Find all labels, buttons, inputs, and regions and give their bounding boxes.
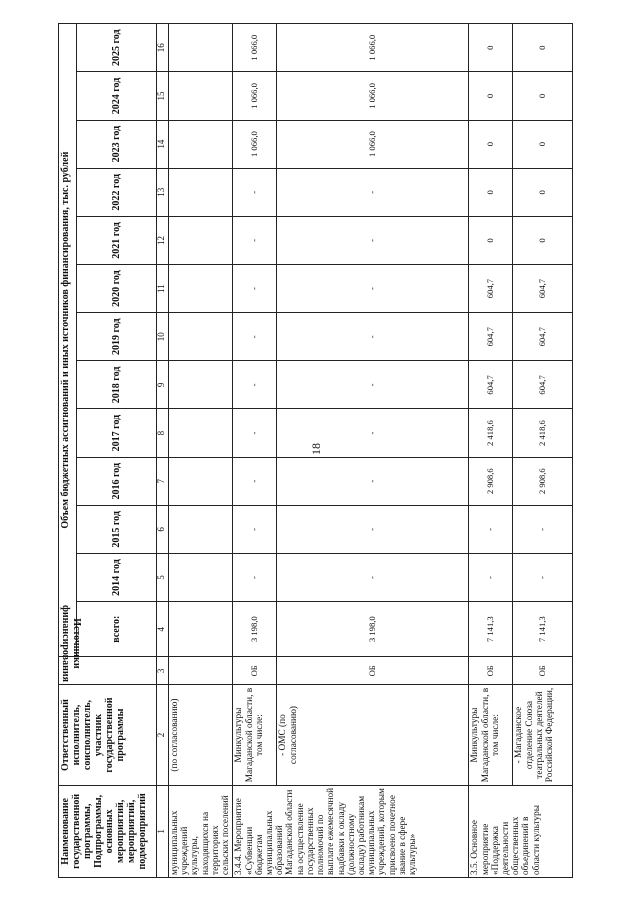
- row-value: 0: [513, 24, 573, 72]
- row-value: 1 066,0: [277, 24, 469, 72]
- page-number: 18: [309, 443, 323, 455]
- row-value: 0: [513, 168, 573, 216]
- row-value: 2 908,6: [513, 457, 573, 505]
- row-name: муниципальных учреждений культуры, находящихся на территориях сельских поселений: [169, 785, 233, 877]
- row-value: -: [233, 168, 277, 216]
- row-value: -: [469, 505, 513, 553]
- row-value: 0: [513, 72, 573, 120]
- row-source: ОБ: [513, 657, 573, 685]
- row-value: -: [277, 361, 469, 409]
- row-value: 0: [513, 216, 573, 264]
- header-total: всего:: [77, 602, 157, 657]
- row-value: 1 066,0: [233, 120, 277, 168]
- column-number: 3: [157, 657, 169, 685]
- column-number: 13: [157, 168, 169, 216]
- row-value: -: [233, 216, 277, 264]
- row-executor: Минкультуры Магаданской области, в том числе:: [233, 685, 277, 785]
- row-value: -: [277, 216, 469, 264]
- column-number: 11: [157, 265, 169, 313]
- row-value: -: [233, 409, 277, 457]
- header-name: Наименование государственной программы, Подпрограммы, основных мероприятий, мероприятий, подмероприятий: [59, 785, 157, 877]
- row-value: -: [469, 553, 513, 601]
- row-executor: - Магаданское отделение Союза театральных деятелей Российской Федерации,: [513, 685, 573, 785]
- row-value: 1 066,0: [233, 24, 277, 72]
- header-year: 2015 год: [77, 505, 157, 553]
- row-value: -: [277, 313, 469, 361]
- row-name: 3.5. Основное мероприятие «Поддержка деятельности общественных объединений в области культуры: [469, 785, 573, 877]
- financing-table: [58, 23, 573, 878]
- row-value: -: [277, 168, 469, 216]
- row-value: 604,7: [469, 313, 513, 361]
- header-year: 2016 год: [77, 457, 157, 505]
- column-number: 5: [157, 553, 169, 601]
- row-value: 0: [469, 120, 513, 168]
- column-number: 16: [157, 24, 169, 72]
- row-value: 604,7: [469, 361, 513, 409]
- header-year: 2020 год: [77, 265, 157, 313]
- row-value: [169, 216, 233, 264]
- row-value: 2 418,6: [469, 409, 513, 457]
- row-value: [169, 361, 233, 409]
- row-value: [169, 120, 233, 168]
- row-value: 0: [469, 72, 513, 120]
- row-value: [169, 265, 233, 313]
- header-amount: Объем бюджетных ассигнований и иных источников финансирования, тыс. рублей: [59, 24, 77, 657]
- row-value: -: [233, 553, 277, 601]
- row-total: 3 198,0: [277, 602, 469, 657]
- row-executor: - ОМС (по согласованию): [277, 685, 469, 785]
- header-year: 2017 год: [77, 409, 157, 457]
- row-value: -: [277, 505, 469, 553]
- row-executor: Минкультуры Магаданской области, в том числе:: [469, 685, 513, 785]
- row-total: [169, 602, 233, 657]
- column-number: 4: [157, 602, 169, 657]
- header-year: 2014 год: [77, 553, 157, 601]
- row-value: -: [277, 409, 469, 457]
- row-value: [169, 72, 233, 120]
- row-value: -: [513, 505, 573, 553]
- row-source: ОБ: [233, 657, 277, 685]
- row-value: [169, 409, 233, 457]
- row-value: -: [233, 313, 277, 361]
- row-value: 0: [513, 120, 573, 168]
- row-value: 1 066,0: [277, 72, 469, 120]
- table-row: [233, 24, 277, 878]
- row-value: 604,7: [513, 265, 573, 313]
- row-source: ОБ: [277, 657, 469, 685]
- row-value: [169, 505, 233, 553]
- header-source-text: Источники финансирования: [60, 605, 82, 683]
- row-value: 604,7: [513, 361, 573, 409]
- row-value: 604,7: [513, 313, 573, 361]
- column-number: 15: [157, 72, 169, 120]
- column-number: 10: [157, 313, 169, 361]
- column-number: 9: [157, 361, 169, 409]
- header-year: 2021 год: [77, 216, 157, 264]
- row-total: 7 141,3: [469, 602, 513, 657]
- header-year: 2023 год: [77, 120, 157, 168]
- row-value: -: [277, 265, 469, 313]
- column-number: 2: [157, 685, 169, 785]
- column-number: 6: [157, 505, 169, 553]
- header-year: 2018 год: [77, 361, 157, 409]
- row-value: 1 066,0: [233, 72, 277, 120]
- row-value: 0: [469, 168, 513, 216]
- row-value: [169, 24, 233, 72]
- row-value: -: [233, 361, 277, 409]
- row-value: [169, 553, 233, 601]
- row-value: -: [513, 553, 573, 601]
- header-year: 2019 год: [77, 313, 157, 361]
- row-executor: (по согласованию): [169, 685, 233, 785]
- row-value: [169, 313, 233, 361]
- rotated-table-page: [58, 23, 618, 878]
- table-row: [277, 24, 469, 878]
- row-value: -: [233, 457, 277, 505]
- row-value: -: [233, 265, 277, 313]
- header-year: 2024 год: [77, 72, 157, 120]
- row-value: 0: [469, 24, 513, 72]
- row-value: [169, 168, 233, 216]
- row-value: 604,7: [469, 265, 513, 313]
- row-value: [169, 457, 233, 505]
- row-source: ОБ: [469, 657, 513, 685]
- row-value: 2 418,6: [513, 409, 573, 457]
- table-row: [469, 24, 513, 878]
- row-value: 0: [469, 216, 513, 264]
- row-value: -: [233, 505, 277, 553]
- table-row: [169, 24, 233, 878]
- row-name: 3.4.4. Мероприятие «Субвенции бюджетам муниципальных образований Магаданской области на осуществление государственных полномочий по выплате ежемесячной надбавки к окладу (должностному окладу) работникам муниципальных учреждений, которым присвоено почетное звание в сфере культуры»: [233, 785, 469, 877]
- row-value: 1 066,0: [277, 120, 469, 168]
- column-number: 12: [157, 216, 169, 264]
- column-number: 1: [157, 785, 169, 877]
- row-value: 2 908,6: [469, 457, 513, 505]
- row-total: 7 141,3: [513, 602, 573, 657]
- row-source: [169, 657, 233, 685]
- column-number: 7: [157, 457, 169, 505]
- row-value: -: [277, 457, 469, 505]
- row-total: 3 198,0: [233, 602, 277, 657]
- column-number: 14: [157, 120, 169, 168]
- column-number: 8: [157, 409, 169, 457]
- header-year: 2025 год: [77, 24, 157, 72]
- table-row: [513, 24, 573, 878]
- row-value: -: [277, 553, 469, 601]
- header-year: 2022 год: [77, 168, 157, 216]
- header-executor: Ответственный исполнитель, соисполнитель, участник государственной программы: [59, 685, 157, 785]
